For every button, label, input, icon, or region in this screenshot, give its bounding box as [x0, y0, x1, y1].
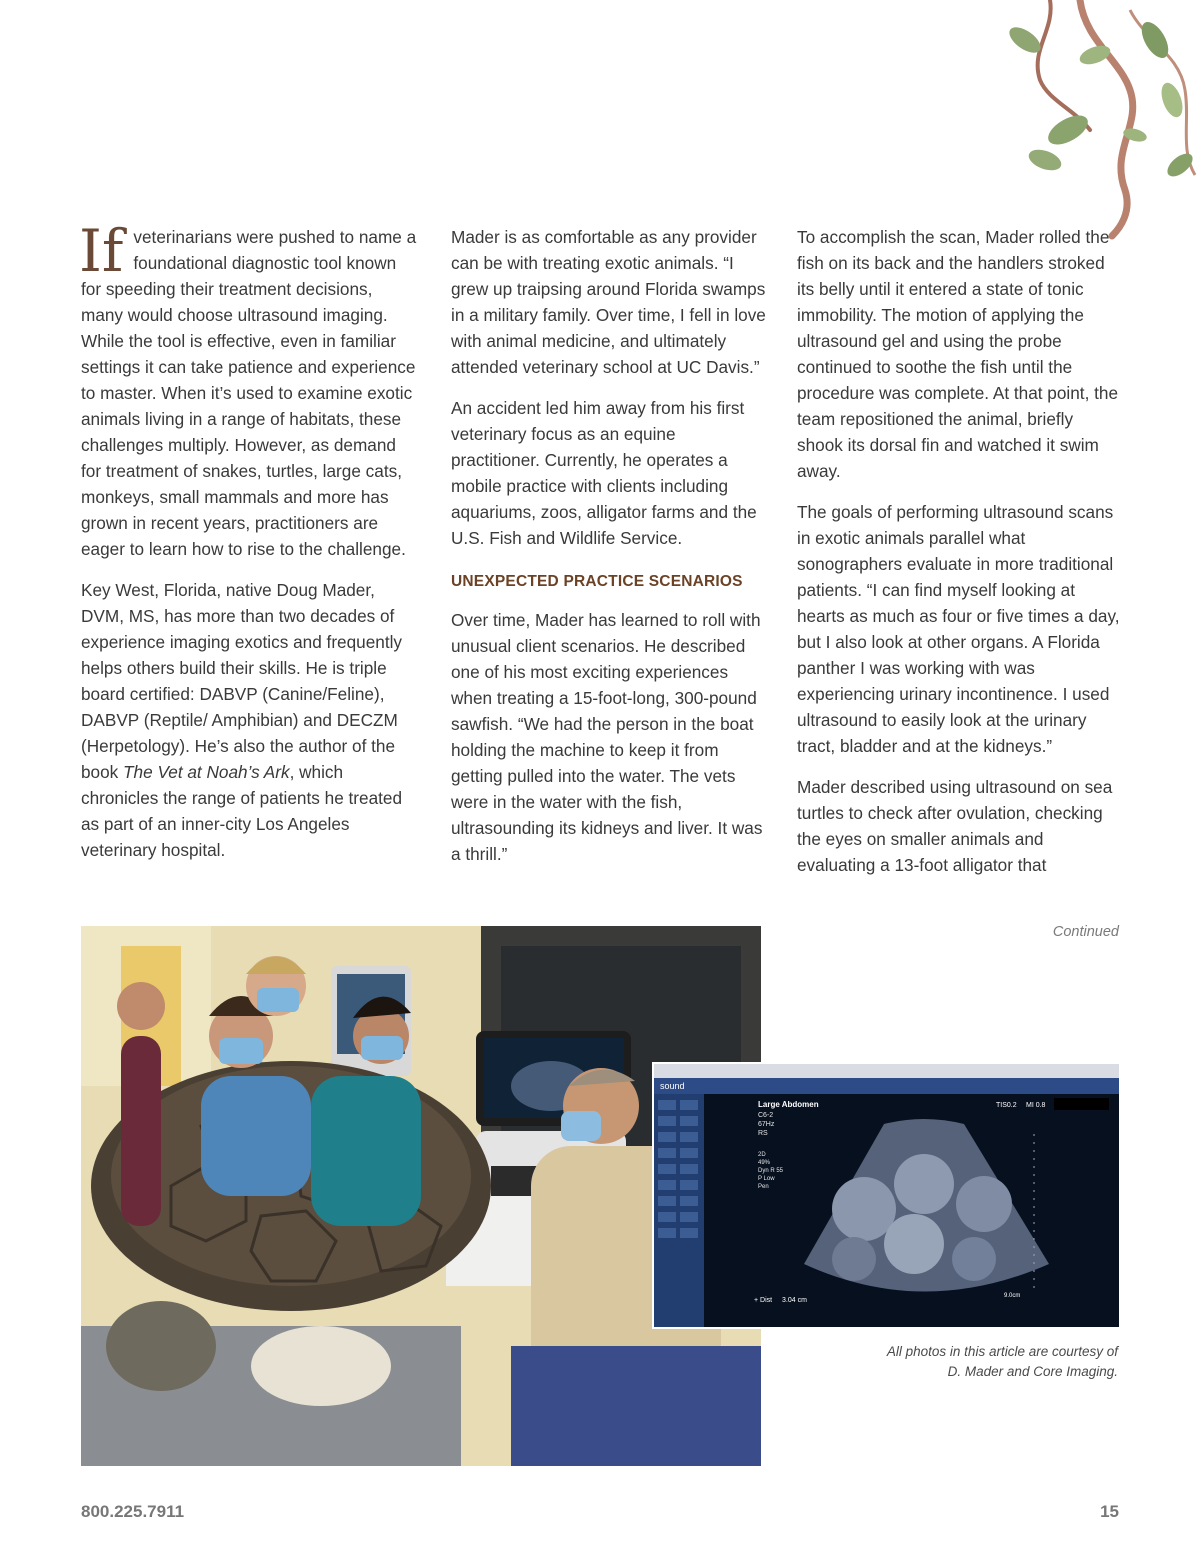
ultrasound-screen-illustration [654, 1064, 1119, 1327]
paragraph: The goals of performing ultrasound scans in exotic animals parallel what sonographers evaluate in more traditional patients. “I can find myself looking at hearts as much as four or five times a day, but I also look at other organs. A Florida panther I was working with was experiencing urinary incontinence. I used ultrasound to easily look at the urinary tract, bladder and at the kidneys.” [797, 502, 1120, 756]
drop-cap: If [79, 217, 124, 285]
mi-label: MI 0.8 [1026, 1102, 1046, 1109]
photo-caption [860, 1342, 1118, 1382]
vine-illustration [880, 0, 1200, 240]
paragraph-text: Key West, Florida, native Doug Mader, DVM, MS, has more than two decades of experience imaging exotics and frequently helps others build their skills. He is triple board certified: DABVP (Canine/Feline), DABVP (Reptile/ Amphibian) and DECZM (Herpetology). He’s also the author of the book [81, 580, 403, 782]
power-label: P Low [758, 1176, 775, 1182]
paragraph: Mader is as comfortable as any provider can be with treating exotic animals. “I grew up traipsing around Florida swamps in a military family. Over time, I fell in love with animal medicine, and ultimately attended veterinary school at UC Davis.” [451, 227, 766, 377]
tis-label: TIS0.2 [996, 1102, 1017, 1109]
article-column-2 [451, 224, 769, 882]
paragraph: An accident led him away from his first veterinary focus as an equine practitioner. Currently, he operates a mobile practice with clients including aquariums, zoos, alligator farms and the U.S. Fish and Wildlife Service. [451, 398, 757, 548]
distance-value: 3.04 cm [782, 1297, 807, 1304]
paragraph [81, 577, 419, 863]
section-heading: UNEXPECTED PRACTICE SCENARIOS [451, 573, 743, 590]
footer-phone-number: 800.225.7911 [81, 1502, 185, 1521]
paragraph-text: veterinarians were pushed to name a foundational diagnostic tool known for speeding their treatment decisions, many would choose ultrasound imaging. While the tool is effective, even in familiar settings it can take patience and experience to master. When it’s used to examine exotic animals living in a range of habitats, these challenges multiply. However, as demand for treatment of snakes, turtles, large cats, monkeys, small mammals and more has grown in recent years, practitioners are eager to learn how to rise to the challenge. [81, 227, 417, 559]
preset-label: Large Abdomen [758, 1100, 819, 1109]
article-column-1 [79, 217, 419, 878]
caption-line: D. Mader and Core Imaging. [947, 1364, 1118, 1379]
continued-label: Continued [1052, 924, 1119, 940]
paragraph: Mader described using ultrasound on sea turtles to check after ovulation, checking the eyes on smaller animals and evaluating a 13-foot alligator that [797, 777, 1113, 875]
paragraph [79, 217, 419, 562]
mode-label: 2D [758, 1152, 766, 1158]
pen-label: Pen [758, 1184, 769, 1190]
paragraph-text: , which chronicles the range of patients he treated as part of an inner-city Los Angeles veterinary hospital. [81, 762, 403, 860]
paragraph: To accomplish the scan, Mader rolled the fish on its back and the handlers stroked its belly until it entered a state of tonic immobility. The motion of applying the ultrasound gel and using the probe continued to soothe the fish until the procedure was complete. At that point, the team repositioned the animal, briefly shook its dorsal fin and watched it swim away. [797, 227, 1119, 481]
dynamic-range-label: Dyn R 55 [758, 1168, 784, 1174]
frequency-label: 67Hz [758, 1121, 775, 1128]
rs-label: RS [758, 1130, 768, 1137]
paragraph: Over time, Mader has learned to roll with unusual client scenarios. He described one of his most exciting experiences when treating a 15-foot-long, 300-pound sawfish. “We had the person in the boat holding the machine to keep it from getting pulled into the water. The vets were in the water with the fish, ultrasounding its kidneys and liver. It was a thrill.” [451, 610, 763, 864]
page-number: 15 [1100, 1502, 1119, 1521]
gain-label: 49% [758, 1160, 771, 1166]
caption-line: All photos in this article are courtesy of [886, 1344, 1118, 1359]
app-logo-text: sound [660, 1081, 685, 1091]
article-body [79, 217, 1121, 904]
probe-label: C6-2 [758, 1112, 774, 1119]
book-title: The Vet at Noah’s Ark [123, 762, 290, 782]
distance-label: + Dist [754, 1297, 773, 1304]
depth-label: 9.0cm [1004, 1293, 1021, 1299]
article-column-3 [797, 224, 1123, 893]
ultrasound-monitor-photo [654, 1064, 1119, 1327]
